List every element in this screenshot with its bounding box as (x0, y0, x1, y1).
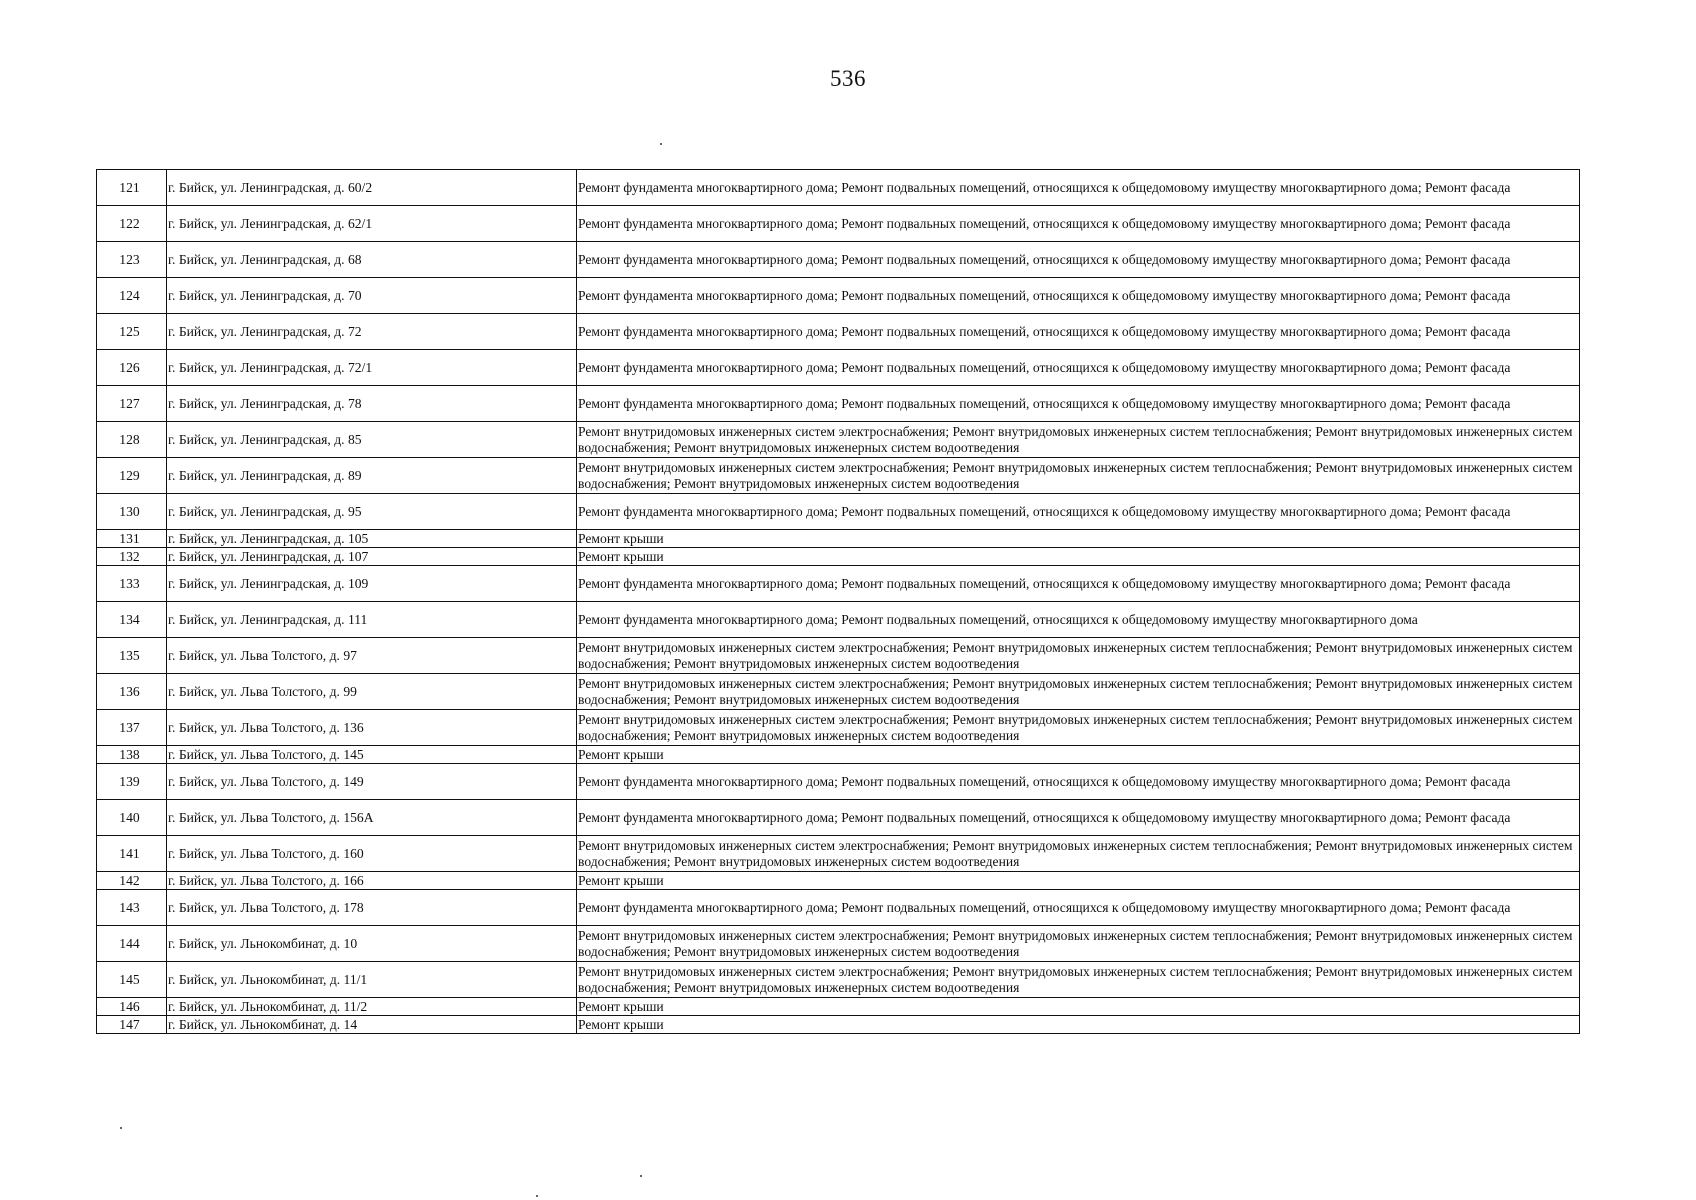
row-number-cell: 139 (97, 764, 167, 800)
work-type-cell: Ремонт фундамента многоквартирного дома; Ремонт подвальных помещений, относящихся к общедомовому имуществу многоквартирного дома; Ремонт фасада (577, 278, 1580, 314)
page-number: 536 (830, 66, 866, 91)
address-cell: г. Бийск, ул. Льва Толстого, д. 160 (167, 836, 577, 872)
address-cell: г. Бийск, ул. Ленинградская, д. 70 (167, 278, 577, 314)
table-row (97, 746, 1580, 764)
table-row (97, 674, 1580, 710)
table-row (97, 206, 1580, 242)
table-row (97, 710, 1580, 746)
row-number-cell: 143 (97, 890, 167, 926)
row-number-cell: 138 (97, 746, 167, 764)
work-type-cell: Ремонт внутридомовых инженерных систем электроснабжения; Ремонт внутридомовых инженерных систем теплоснабжения; Ремонт внутридомовых инженерных систем водоснабжения; Ремонт внутридомовых инженерных систем водоотведения (577, 962, 1580, 998)
work-type-cell: Ремонт крыши (577, 548, 1580, 566)
table-row (97, 422, 1580, 458)
work-type-cell: Ремонт фундамента многоквартирного дома; Ремонт подвальных помещений, относящихся к общедомовому имуществу многоквартирного дома; Ремонт фасада (577, 350, 1580, 386)
table-row (97, 170, 1580, 206)
address-cell: г. Бийск, ул. Ленинградская, д. 89 (167, 458, 577, 494)
address-cell: г. Бийск, ул. Ленинградская, д. 72/1 (167, 350, 577, 386)
table-row (97, 836, 1580, 872)
table-row (97, 494, 1580, 530)
row-number-cell: 137 (97, 710, 167, 746)
table-row (97, 548, 1580, 566)
work-type-cell: Ремонт внутридомовых инженерных систем электроснабжения; Ремонт внутридомовых инженерных систем теплоснабжения; Ремонт внутридомовых инженерных систем водоснабжения; Ремонт внутридомовых инженерных систем водоотведения (577, 836, 1580, 872)
address-cell: г. Бийск, ул. Ленинградская, д. 105 (167, 530, 577, 548)
row-number-cell: 130 (97, 494, 167, 530)
address-cell: г. Бийск, ул. Ленинградская, д. 109 (167, 566, 577, 602)
address-cell: г. Бийск, ул. Ленинградская, д. 111 (167, 602, 577, 638)
scan-speck (120, 1127, 122, 1129)
address-cell: г. Бийск, ул. Льнокомбинат, д. 10 (167, 926, 577, 962)
table-row (97, 458, 1580, 494)
work-type-cell: Ремонт фундамента многоквартирного дома; Ремонт подвальных помещений, относящихся к общедомовому имуществу многоквартирного дома; Ремонт фасада (577, 386, 1580, 422)
row-number-cell: 126 (97, 350, 167, 386)
table-row (97, 386, 1580, 422)
address-cell: г. Бийск, ул. Ленинградская, д. 78 (167, 386, 577, 422)
table-row (97, 800, 1580, 836)
address-cell: г. Бийск, ул. Льва Толстого, д. 145 (167, 746, 577, 764)
scan-speck (536, 1195, 538, 1197)
table-row (97, 566, 1580, 602)
row-number-cell: 121 (97, 170, 167, 206)
work-type-cell: Ремонт фундамента многоквартирного дома; Ремонт подвальных помещений, относящихся к общедомовому имуществу многоквартирного дома; Ремонт фасада (577, 494, 1580, 530)
row-number-cell: 131 (97, 530, 167, 548)
table-row (97, 278, 1580, 314)
work-type-cell: Ремонт крыши (577, 1016, 1580, 1034)
table-row (97, 890, 1580, 926)
table-row (97, 530, 1580, 548)
row-number-cell: 124 (97, 278, 167, 314)
work-type-cell: Ремонт фундамента многоквартирного дома; Ремонт подвальных помещений, относящихся к общедомовому имуществу многоквартирного дома; Ремонт фасада (577, 314, 1580, 350)
table-row (97, 764, 1580, 800)
address-cell: г. Бийск, ул. Ленинградская, д. 60/2 (167, 170, 577, 206)
scan-speck (660, 143, 662, 145)
work-type-cell: Ремонт фундамента многоквартирного дома; Ремонт подвальных помещений, относящихся к общедомовому имуществу многоквартирного дома; Ремонт фасада (577, 890, 1580, 926)
address-cell: г. Бийск, ул. Ленинградская, д. 62/1 (167, 206, 577, 242)
row-number-cell: 127 (97, 386, 167, 422)
address-cell: г. Бийск, ул. Льва Толстого, д. 136 (167, 710, 577, 746)
table-row (97, 242, 1580, 278)
work-type-cell: Ремонт внутридомовых инженерных систем электроснабжения; Ремонт внутридомовых инженерных систем теплоснабжения; Ремонт внутридомовых инженерных систем водоснабжения; Ремонт внутридомовых инженерных систем водоотведения (577, 674, 1580, 710)
row-number-cell: 129 (97, 458, 167, 494)
address-cell: г. Бийск, ул. Ленинградская, д. 107 (167, 548, 577, 566)
table-row (97, 872, 1580, 890)
address-cell: г. Бийск, ул. Льнокомбинат, д. 11/1 (167, 962, 577, 998)
work-type-cell: Ремонт фундамента многоквартирного дома; Ремонт подвальных помещений, относящихся к общедомовому имуществу многоквартирного дома; Ремонт фасада (577, 566, 1580, 602)
work-type-cell: Ремонт фундамента многоквартирного дома; Ремонт подвальных помещений, относящихся к общедомовому имуществу многоквартирного дома; Ремонт фасада (577, 170, 1580, 206)
row-number-cell: 142 (97, 872, 167, 890)
address-cell: г. Бийск, ул. Льва Толстого, д. 99 (167, 674, 577, 710)
table-row (97, 998, 1580, 1016)
address-cell: г. Бийск, ул. Ленинградская, д. 85 (167, 422, 577, 458)
address-cell: г. Бийск, ул. Ленинградская, д. 95 (167, 494, 577, 530)
table-body (97, 170, 1580, 1034)
address-cell: г. Бийск, ул. Льва Толстого, д. 166 (167, 872, 577, 890)
table-row (97, 926, 1580, 962)
work-type-cell: Ремонт внутридомовых инженерных систем электроснабжения; Ремонт внутридомовых инженерных систем теплоснабжения; Ремонт внутридомовых инженерных систем водоснабжения; Ремонт внутридомовых инженерных систем водоотведения (577, 926, 1580, 962)
work-type-cell: Ремонт крыши (577, 998, 1580, 1016)
address-cell: г. Бийск, ул. Льва Толстого, д. 97 (167, 638, 577, 674)
repair-schedule-table (96, 169, 1580, 1034)
work-type-cell: Ремонт фундамента многоквартирного дома; Ремонт подвальных помещений, относящихся к общедомовому имуществу многоквартирного дома; Ремонт фасада (577, 206, 1580, 242)
row-number-cell: 146 (97, 998, 167, 1016)
address-cell: г. Бийск, ул. Льва Толстого, д. 178 (167, 890, 577, 926)
row-number-cell: 141 (97, 836, 167, 872)
table-row (97, 962, 1580, 998)
row-number-cell: 133 (97, 566, 167, 602)
work-type-cell: Ремонт фундамента многоквартирного дома; Ремонт подвальных помещений, относящихся к общедомовому имуществу многоквартирного дома (577, 602, 1580, 638)
row-number-cell: 132 (97, 548, 167, 566)
table-row (97, 314, 1580, 350)
row-number-cell: 135 (97, 638, 167, 674)
work-type-cell: Ремонт внутридомовых инженерных систем электроснабжения; Ремонт внутридомовых инженерных систем теплоснабжения; Ремонт внутридомовых инженерных систем водоснабжения; Ремонт внутридомовых инженерных систем водоотведения (577, 638, 1580, 674)
row-number-cell: 144 (97, 926, 167, 962)
scan-speck (640, 1175, 642, 1177)
row-number-cell: 140 (97, 800, 167, 836)
row-number-cell: 134 (97, 602, 167, 638)
address-cell: г. Бийск, ул. Ленинградская, д. 72 (167, 314, 577, 350)
work-type-cell: Ремонт внутридомовых инженерных систем электроснабжения; Ремонт внутридомовых инженерных систем теплоснабжения; Ремонт внутридомовых инженерных систем водоснабжения; Ремонт внутридомовых инженерных систем водоотведения (577, 422, 1580, 458)
table-row (97, 638, 1580, 674)
table-row (97, 350, 1580, 386)
row-number-cell: 125 (97, 314, 167, 350)
row-number-cell: 145 (97, 962, 167, 998)
work-type-cell: Ремонт крыши (577, 530, 1580, 548)
address-cell: г. Бийск, ул. Льнокомбинат, д. 11/2 (167, 998, 577, 1016)
address-cell: г. Бийск, ул. Льва Толстого, д. 156А (167, 800, 577, 836)
work-type-cell: Ремонт фундамента многоквартирного дома; Ремонт подвальных помещений, относящихся к общедомовому имуществу многоквартирного дома; Ремонт фасада (577, 242, 1580, 278)
address-cell: г. Бийск, ул. Ленинградская, д. 68 (167, 242, 577, 278)
row-number-cell: 128 (97, 422, 167, 458)
work-type-cell: Ремонт внутридомовых инженерных систем электроснабжения; Ремонт внутридомовых инженерных систем теплоснабжения; Ремонт внутридомовых инженерных систем водоснабжения; Ремонт внутридомовых инженерных систем водоотведения (577, 710, 1580, 746)
address-cell: г. Бийск, ул. Льва Толстого, д. 149 (167, 764, 577, 800)
table-row (97, 602, 1580, 638)
work-type-cell: Ремонт внутридомовых инженерных систем электроснабжения; Ремонт внутридомовых инженерных систем теплоснабжения; Ремонт внутридомовых инженерных систем водоснабжения; Ремонт внутридомовых инженерных систем водоотведения (577, 458, 1580, 494)
work-type-cell: Ремонт фундамента многоквартирного дома; Ремонт подвальных помещений, относящихся к общедомовому имуществу многоквартирного дома; Ремонт фасада (577, 764, 1580, 800)
row-number-cell: 122 (97, 206, 167, 242)
work-type-cell: Ремонт фундамента многоквартирного дома; Ремонт подвальных помещений, относящихся к общедомовому имуществу многоквартирного дома; Ремонт фасада (577, 800, 1580, 836)
work-type-cell: Ремонт крыши (577, 872, 1580, 890)
row-number-cell: 147 (97, 1016, 167, 1034)
row-number-cell: 123 (97, 242, 167, 278)
work-type-cell: Ремонт крыши (577, 746, 1580, 764)
row-number-cell: 136 (97, 674, 167, 710)
address-cell: г. Бийск, ул. Льнокомбинат, д. 14 (167, 1016, 577, 1034)
table-row (97, 1016, 1580, 1034)
